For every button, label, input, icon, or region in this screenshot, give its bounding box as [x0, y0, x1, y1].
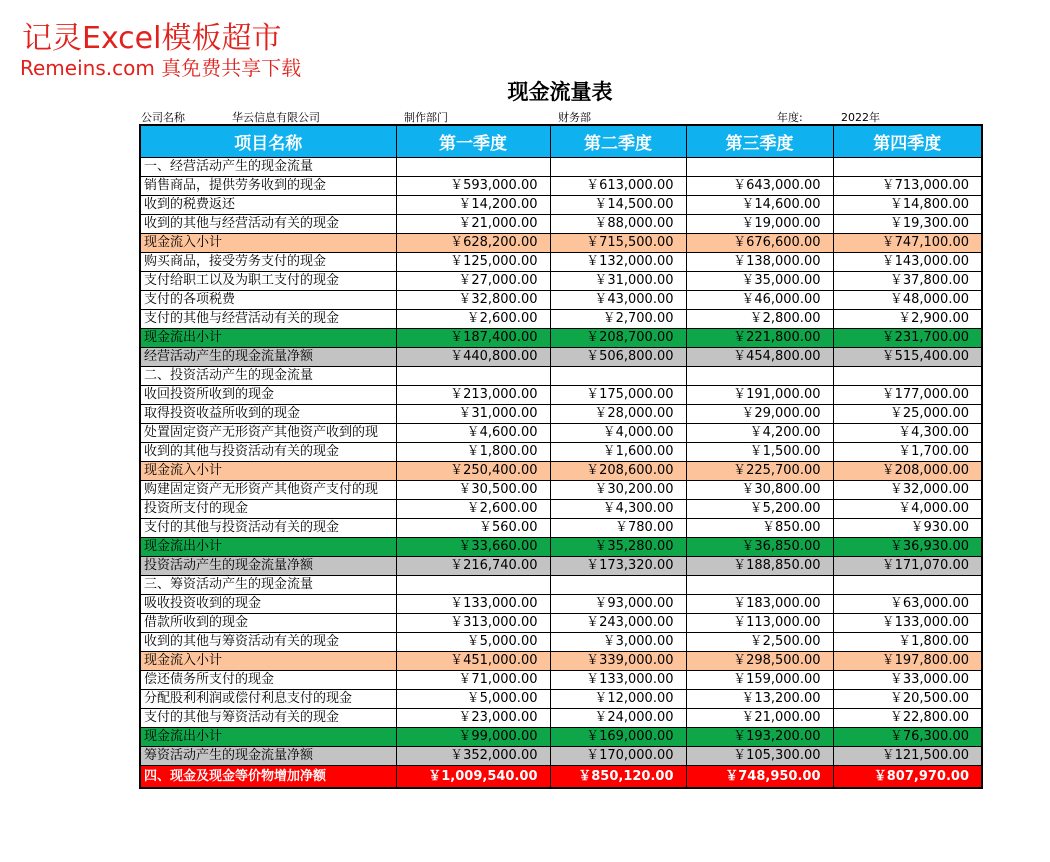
cell-q4[interactable]	[833, 576, 982, 595]
header-q3[interactable]: 第三季度	[686, 125, 833, 158]
cell-q1[interactable]: ￥31,000.00	[396, 405, 550, 424]
cell-q1[interactable]: ￥313,000.00	[396, 614, 550, 633]
cell-q2[interactable]: ￥93,000.00	[550, 595, 686, 614]
cell-q2[interactable]: ￥169,000.00	[550, 728, 686, 747]
row-label[interactable]: 支付的其他与经营活动有关的现金	[140, 310, 396, 329]
table-row-outflow	[140, 728, 982, 747]
cell-q4[interactable]: ￥1,800.00	[833, 633, 982, 652]
cell-q1[interactable]: ￥352,000.00	[396, 747, 550, 766]
cell-q3[interactable]	[686, 576, 833, 595]
cell-q3[interactable]: ￥183,000.00	[686, 595, 833, 614]
cell-q2[interactable]: ￥613,000.00	[550, 177, 686, 196]
cell-q1[interactable]: ￥628,200.00	[396, 234, 550, 253]
row-label[interactable]: 收到的税费返还	[140, 196, 396, 215]
company-label: 公司名称	[141, 111, 185, 124]
cell-q4[interactable]: ￥121,500.00	[833, 747, 982, 766]
cell-q2[interactable]: ￥14,500.00	[550, 196, 686, 215]
cell-q1[interactable]: ￥2,600.00	[396, 310, 550, 329]
cell-q4[interactable]: ￥515,400.00	[833, 348, 982, 367]
cell-q4[interactable]: ￥171,070.00	[833, 557, 982, 576]
row-label[interactable]: 现金流出小计	[140, 728, 396, 747]
cell-q3[interactable]: ￥193,200.00	[686, 728, 833, 747]
cell-q3[interactable]: ￥46,000.00	[686, 291, 833, 310]
cell-q4[interactable]: ￥63,000.00	[833, 595, 982, 614]
cell-q3[interactable]: ￥454,800.00	[686, 348, 833, 367]
cell-q1[interactable]: ￥23,000.00	[396, 709, 550, 728]
header-q2[interactable]: 第二季度	[550, 125, 686, 158]
cell-q2[interactable]: ￥175,000.00	[550, 386, 686, 405]
cell-q1[interactable]: ￥451,000.00	[396, 652, 550, 671]
cell-q3[interactable]: ￥298,500.00	[686, 652, 833, 671]
cell-q1[interactable]: ￥133,000.00	[396, 595, 550, 614]
page-title: 现金流量表	[507, 79, 613, 104]
cell-q2[interactable]: ￥243,000.00	[550, 614, 686, 633]
cell-q4[interactable]: ￥747,100.00	[833, 234, 982, 253]
cell-q2[interactable]: ￥132,000.00	[550, 253, 686, 272]
cell-q3[interactable]: ￥676,600.00	[686, 234, 833, 253]
cell-q3[interactable]: ￥2,800.00	[686, 310, 833, 329]
table-row-section	[140, 367, 982, 386]
year-label: 年度:	[777, 111, 803, 124]
cell-q1[interactable]: ￥33,660.00	[396, 538, 550, 557]
cell-q2[interactable]: ￥339,000.00	[550, 652, 686, 671]
cell-q4[interactable]: ￥48,000.00	[833, 291, 982, 310]
watermark-title: 记灵Excel模板超市	[22, 21, 282, 56]
row-label[interactable]: 四、现金及现金等价物增加净额	[140, 766, 396, 789]
cell-q4[interactable]: ￥20,500.00	[833, 690, 982, 709]
cell-q4[interactable]: ￥14,800.00	[833, 196, 982, 215]
table-row-item	[140, 424, 982, 443]
cell-q3[interactable]: ￥225,700.00	[686, 462, 833, 481]
cell-q3[interactable]: ￥188,850.00	[686, 557, 833, 576]
cell-q4[interactable]: ￥231,700.00	[833, 329, 982, 348]
table-row-item	[140, 709, 982, 728]
row-label[interactable]: 收到的其他与投资活动有关的现金	[140, 443, 396, 462]
table-row-item	[140, 405, 982, 424]
cell-q1[interactable]: ￥213,000.00	[396, 386, 550, 405]
cell-q3[interactable]: ￥221,800.00	[686, 329, 833, 348]
table-row-item	[140, 443, 982, 462]
cell-q2[interactable]: ￥715,500.00	[550, 234, 686, 253]
row-label[interactable]: 收到的其他与筹资活动有关的现金	[140, 633, 396, 652]
cell-q1[interactable]: ￥2,600.00	[396, 500, 550, 519]
cell-q2[interactable]: ￥506,800.00	[550, 348, 686, 367]
cell-q1[interactable]: ￥125,000.00	[396, 253, 550, 272]
cell-q4[interactable]: ￥197,800.00	[833, 652, 982, 671]
table-row-section	[140, 158, 982, 177]
cell-q1[interactable]	[396, 576, 550, 595]
row-label[interactable]: 现金流入小计	[140, 652, 396, 671]
cell-q4[interactable]: ￥37,800.00	[833, 272, 982, 291]
cell-q3[interactable]: ￥14,600.00	[686, 196, 833, 215]
cell-q1[interactable]: ￥21,000.00	[396, 215, 550, 234]
cell-q2[interactable]: ￥4,000.00	[550, 424, 686, 443]
row-label[interactable]: 现金流入小计	[140, 234, 396, 253]
cell-q4[interactable]	[833, 367, 982, 386]
table-row-item	[140, 196, 982, 215]
table-row-net	[140, 557, 982, 576]
row-label[interactable]: 借款所收到的现金	[140, 614, 396, 633]
row-label[interactable]: 购买商品，接受劳务支付的现金	[140, 253, 396, 272]
cell-q1[interactable]: ￥30,500.00	[396, 481, 550, 500]
cell-q4[interactable]: ￥930.00	[833, 519, 982, 538]
cell-q2[interactable]	[550, 367, 686, 386]
cell-q2[interactable]: ￥12,000.00	[550, 690, 686, 709]
table-row-item	[140, 481, 982, 500]
row-label[interactable]: 经营活动产生的现金流量净额	[140, 348, 396, 367]
row-label[interactable]: 收到的其他与经营活动有关的现金	[140, 215, 396, 234]
cell-q3[interactable]: ￥2,500.00	[686, 633, 833, 652]
row-label[interactable]: 现金流出小计	[140, 329, 396, 348]
cell-q3[interactable]: ￥105,300.00	[686, 747, 833, 766]
cell-q1[interactable]: ￥216,740.00	[396, 557, 550, 576]
cell-q3[interactable]: ￥850.00	[686, 519, 833, 538]
cell-q4[interactable]: ￥133,000.00	[833, 614, 982, 633]
cell-q1[interactable]: ￥99,000.00	[396, 728, 550, 747]
cell-q1[interactable]: ￥4,600.00	[396, 424, 550, 443]
table-row-section	[140, 576, 982, 595]
cell-q2[interactable]: ￥88,000.00	[550, 215, 686, 234]
cell-q3[interactable]: ￥113,000.00	[686, 614, 833, 633]
cell-q2[interactable]: ￥208,600.00	[550, 462, 686, 481]
table-row-inflow	[140, 652, 982, 671]
row-label[interactable]: 支付的其他与筹资活动有关的现金	[140, 709, 396, 728]
cell-q2[interactable]: ￥3,000.00	[550, 633, 686, 652]
cell-q4[interactable]: ￥32,000.00	[833, 481, 982, 500]
row-label[interactable]: 支付的其他与投资活动有关的现金	[140, 519, 396, 538]
company-value: 华云信息有限公司	[232, 111, 320, 124]
cell-q1[interactable]: ￥1,009,540.00	[396, 766, 550, 789]
header-row	[140, 125, 982, 158]
cell-q3[interactable]: ￥159,000.00	[686, 671, 833, 690]
cell-q4[interactable]: ￥2,900.00	[833, 310, 982, 329]
row-label[interactable]: 现金流出小计	[140, 538, 396, 557]
table-row-item	[140, 671, 982, 690]
cell-q2[interactable]: ￥170,000.00	[550, 747, 686, 766]
cell-q3[interactable]: ￥19,000.00	[686, 215, 833, 234]
cell-q3[interactable]: ￥1,500.00	[686, 443, 833, 462]
cell-q4[interactable]: ￥177,000.00	[833, 386, 982, 405]
dept-label: 制作部门	[404, 111, 448, 124]
cell-q4[interactable]: ￥1,700.00	[833, 443, 982, 462]
cell-q4[interactable]: ￥4,300.00	[833, 424, 982, 443]
cell-q1[interactable]: ￥593,000.00	[396, 177, 550, 196]
cell-q3[interactable]: ￥30,800.00	[686, 481, 833, 500]
cell-q2[interactable]	[550, 576, 686, 595]
cell-q2[interactable]: ￥208,700.00	[550, 329, 686, 348]
cell-q2[interactable]: ￥28,000.00	[550, 405, 686, 424]
cell-q4[interactable]: ￥36,930.00	[833, 538, 982, 557]
cell-q4[interactable]: ￥76,300.00	[833, 728, 982, 747]
table-row-item	[140, 519, 982, 538]
row-label[interactable]: 投资活动产生的现金流量净额	[140, 557, 396, 576]
table-row-item	[140, 310, 982, 329]
cell-q2[interactable]: ￥43,000.00	[550, 291, 686, 310]
cell-q2[interactable]: ￥31,000.00	[550, 272, 686, 291]
row-label[interactable]: 投资所支付的现金	[140, 500, 396, 519]
cell-q1[interactable]: ￥5,000.00	[396, 690, 550, 709]
row-label[interactable]: 二、投资活动产生的现金流量	[140, 367, 396, 386]
year-value: 2022年	[841, 111, 880, 124]
table-row-net	[140, 348, 982, 367]
cell-q2[interactable]	[550, 158, 686, 177]
cell-q2[interactable]: ￥850,120.00	[550, 766, 686, 789]
cell-q4[interactable]: ￥143,000.00	[833, 253, 982, 272]
cell-q3[interactable]: ￥138,000.00	[686, 253, 833, 272]
cell-q3[interactable]	[686, 367, 833, 386]
dept-value: 财务部	[558, 111, 591, 124]
cell-q4[interactable]: ￥4,000.00	[833, 500, 982, 519]
cell-q3[interactable]: ￥36,850.00	[686, 538, 833, 557]
row-label[interactable]: 收回投资所收到的现金	[140, 386, 396, 405]
cell-q2[interactable]: ￥30,200.00	[550, 481, 686, 500]
cell-q2[interactable]: ￥24,000.00	[550, 709, 686, 728]
row-label[interactable]: 吸收投资收到的现金	[140, 595, 396, 614]
row-label[interactable]: 支付的各项税费	[140, 291, 396, 310]
cell-q1[interactable]: ￥560.00	[396, 519, 550, 538]
cell-q2[interactable]: ￥1,600.00	[550, 443, 686, 462]
row-label[interactable]: 购建固定资产无形资产其他资产支付的现	[140, 481, 396, 500]
cell-q2[interactable]: ￥35,280.00	[550, 538, 686, 557]
row-label[interactable]: 取得投资收益所收到的现金	[140, 405, 396, 424]
table-row-inflow	[140, 462, 982, 481]
cell-q4[interactable]	[833, 158, 982, 177]
row-label[interactable]: 销售商品，提供劳务收到的现金	[140, 177, 396, 196]
table-row-inflow	[140, 234, 982, 253]
table-row-item	[140, 690, 982, 709]
cell-q3[interactable]: ￥748,950.00	[686, 766, 833, 789]
table-body	[140, 158, 982, 789]
cell-q3[interactable]: ￥5,200.00	[686, 500, 833, 519]
cell-q1[interactable]: ￥5,000.00	[396, 633, 550, 652]
cell-q3[interactable]: ￥35,000.00	[686, 272, 833, 291]
row-label[interactable]: 处置固定资产无形资产其他资产收到的现	[140, 424, 396, 443]
cell-q4[interactable]: ￥33,000.00	[833, 671, 982, 690]
cell-q4[interactable]: ￥25,000.00	[833, 405, 982, 424]
cell-q1[interactable]	[396, 158, 550, 177]
header-q1[interactable]: 第一季度	[396, 125, 550, 158]
table-row-item	[140, 177, 982, 196]
cell-q3[interactable]: ￥29,000.00	[686, 405, 833, 424]
row-label[interactable]: 一、经营活动产生的现金流量	[140, 158, 396, 177]
table-row-total	[140, 766, 982, 789]
header-item-name[interactable]: 项目名称	[140, 125, 396, 158]
cell-q3[interactable]: ￥643,000.00	[686, 177, 833, 196]
cell-q1[interactable]: ￥14,200.00	[396, 196, 550, 215]
cell-q1[interactable]: ￥187,400.00	[396, 329, 550, 348]
watermark-subtitle: Remeins.com 真免费共享下载	[20, 56, 302, 80]
table-row-item	[140, 633, 982, 652]
cell-q3[interactable]: ￥191,000.00	[686, 386, 833, 405]
table-row-item	[140, 386, 982, 405]
table-row-item	[140, 500, 982, 519]
table-row-item	[140, 253, 982, 272]
cell-q1[interactable]: ￥71,000.00	[396, 671, 550, 690]
cell-q4[interactable]: ￥208,000.00	[833, 462, 982, 481]
cell-q1[interactable]: ￥440,800.00	[396, 348, 550, 367]
cell-q2[interactable]: ￥4,300.00	[550, 500, 686, 519]
row-label[interactable]: 支付给职工以及为职工支付的现金	[140, 272, 396, 291]
table-row-item	[140, 291, 982, 310]
cell-q2[interactable]: ￥780.00	[550, 519, 686, 538]
cell-q1[interactable]: ￥32,800.00	[396, 291, 550, 310]
table-row-item	[140, 614, 982, 633]
table-row-item	[140, 272, 982, 291]
row-label[interactable]: 筹资活动产生的现金流量净额	[140, 747, 396, 766]
row-label[interactable]: 现金流入小计	[140, 462, 396, 481]
cash-flow-table	[139, 124, 983, 789]
cell-q2[interactable]: ￥2,700.00	[550, 310, 686, 329]
cell-q1[interactable]: ￥1,800.00	[396, 443, 550, 462]
cell-q3[interactable]: ￥21,000.00	[686, 709, 833, 728]
cell-q1[interactable]	[396, 367, 550, 386]
row-label[interactable]: 三、筹资活动产生的现金流量	[140, 576, 396, 595]
cell-q3[interactable]: ￥4,200.00	[686, 424, 833, 443]
table-row-item	[140, 215, 982, 234]
cell-q4[interactable]: ￥19,300.00	[833, 215, 982, 234]
table-row-item	[140, 595, 982, 614]
table-row-outflow	[140, 538, 982, 557]
cell-q4[interactable]: ￥713,000.00	[833, 177, 982, 196]
row-label[interactable]: 偿还债务所支付的现金	[140, 671, 396, 690]
cell-q3[interactable]	[686, 158, 833, 177]
table-row-net	[140, 747, 982, 766]
row-label[interactable]: 分配股利利润或偿付利息支付的现金	[140, 690, 396, 709]
cell-q2[interactable]: ￥173,320.00	[550, 557, 686, 576]
cell-q1[interactable]: ￥250,400.00	[396, 462, 550, 481]
header-q4[interactable]: 第四季度	[833, 125, 982, 158]
cell-q1[interactable]: ￥27,000.00	[396, 272, 550, 291]
cell-q2[interactable]: ￥133,000.00	[550, 671, 686, 690]
cell-q4[interactable]: ￥22,800.00	[833, 709, 982, 728]
cell-q3[interactable]: ￥13,200.00	[686, 690, 833, 709]
table-row-outflow	[140, 329, 982, 348]
cell-q4[interactable]: ￥807,970.00	[833, 766, 982, 789]
